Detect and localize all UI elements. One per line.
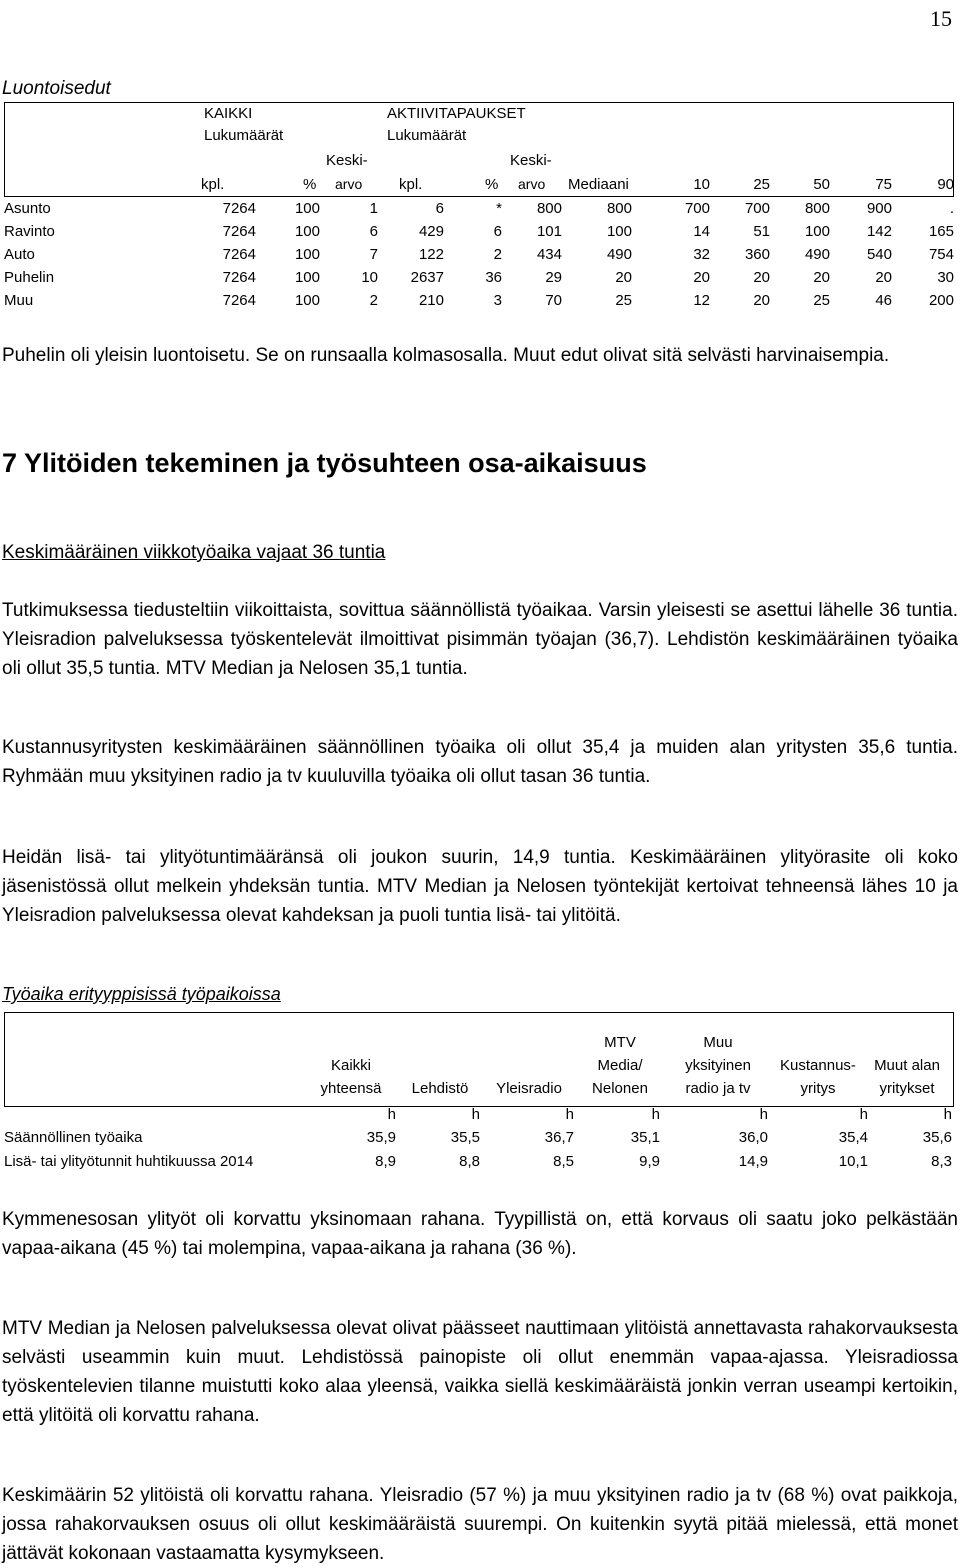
t1-cell: 20 <box>753 292 770 309</box>
t1-cell: 700 <box>744 200 770 217</box>
t1-cell: 2 <box>493 246 502 263</box>
t2-cell: 36,0 <box>738 1129 768 1146</box>
t1-cell: 434 <box>536 246 562 263</box>
t1-cell: 7264 <box>222 223 256 240</box>
t1-cell: 1 <box>369 200 378 217</box>
t1-col-p50: 50 <box>813 176 830 193</box>
paragraph-3: Heidän lisä- tai ylityötuntimääränsä oli joukon suurin, 14,9 tuntia. Keskimääräinen ylityörasite oli koko jäsenistössä ollut melkein yhdeksän tuntia. MTV Median ja Nelosen työntekijät kertoivat tehneensä lähes 10 ja Yleisradion palveluksessa olevat kahdeksan ja puoli tuntia lisä- tai ylitöitä. <box>2 847 958 926</box>
t1-cell: 7264 <box>222 200 256 217</box>
t2-cell: 8,8 <box>459 1153 480 1170</box>
table2-title: Työaika erityyppisissä työpaikoissa <box>2 984 281 1004</box>
t2-row-label: Lisä- tai ylityötunnit huhtikuussa 2014 <box>4 1153 254 1170</box>
t1-row-label: Asunto <box>4 200 51 217</box>
t2-header: Muut alan <box>874 1057 940 1074</box>
t2-cell: 35,5 <box>450 1129 480 1146</box>
t2-cell: 10,1 <box>838 1153 868 1170</box>
t1-col-pct1: % <box>303 176 317 193</box>
t2-header: MTV <box>604 1034 636 1051</box>
t2-cell: 8,3 <box>931 1153 952 1170</box>
t2-cell: 35,9 <box>366 1129 396 1146</box>
t1-cell: 100 <box>294 292 320 309</box>
t1-cell: 100 <box>804 223 830 240</box>
t1-cell: 10 <box>361 269 378 286</box>
t1-row-label: Puhelin <box>4 269 55 286</box>
t1-col-median: Mediaani <box>568 176 629 193</box>
t2-cell: 14,9 <box>738 1153 768 1170</box>
t1-col-p90: 90 <box>937 176 954 193</box>
t1-cell: 20 <box>693 269 710 286</box>
t1-cell: 20 <box>615 269 632 286</box>
t2-unit: h <box>943 1106 952 1123</box>
t1-col-pct2: % <box>485 176 499 193</box>
t2-unit: h <box>565 1106 574 1123</box>
t1-cell: 429 <box>418 223 444 240</box>
t1-cell: 490 <box>804 246 830 263</box>
t1-cell: 800 <box>804 200 830 217</box>
t2-cell: 35,1 <box>630 1129 660 1146</box>
t1-cell: 7264 <box>222 292 256 309</box>
t2-header: Nelonen <box>592 1080 648 1097</box>
t1-cell: 20 <box>813 269 830 286</box>
page-number: 15 <box>930 6 952 31</box>
t1-cell: 36 <box>485 269 502 286</box>
t2-header: Muu <box>703 1034 733 1051</box>
t2-header: Kustannus- <box>780 1057 856 1074</box>
t1-cell: 30 <box>937 269 954 286</box>
t1-cell: 70 <box>545 292 562 309</box>
t1-group-aktiivit-2: Lukumäärät <box>387 127 467 144</box>
t1-cell: 6 <box>369 223 378 240</box>
t2-header: yhteensä <box>320 1080 382 1097</box>
t1-cell: 100 <box>294 200 320 217</box>
t1-cell: 6 <box>493 223 502 240</box>
t1-cell: 100 <box>606 223 632 240</box>
t2-unit: h <box>651 1106 660 1123</box>
t1-col-keski1-b: arvo <box>335 176 363 192</box>
t1-cell: 754 <box>928 246 954 263</box>
t1-cell: . <box>949 200 954 217</box>
t2-unit: h <box>859 1106 868 1123</box>
t2-unit: h <box>759 1106 768 1123</box>
t1-cell: 700 <box>684 200 710 217</box>
chapter-heading: 7 Ylitöiden tekeminen ja työsuhteen osa-aikaisuus <box>2 448 647 478</box>
paragraph-6: Keskimäärin 52 ylitöistä oli korvattu rahana. Yleisradio (57 %) ja muu yksityinen radio ja tv (68 %) ovat paikkoja, jossa rahakorvauksen osuus oli ollut keskimääräistä suurempi. On kuitenkin syytä pitää mielessä, että monet jättävät kokonaan vastaamatta kysymykseen. <box>2 1485 958 1564</box>
t2-cell: 35,4 <box>838 1129 868 1146</box>
t1-cell: 2637 <box>410 269 444 286</box>
t2-header: yritys <box>800 1080 836 1097</box>
t1-cell: 51 <box>753 223 770 240</box>
paragraph-luontoisedut: Puhelin oli yleisin luontoisetu. Se on runsaalla kolmasosalla. Muut edut olivat sitä selvästi harvinaisempia. <box>2 345 890 366</box>
t1-col-p10: 10 <box>693 176 710 193</box>
t1-cell: 210 <box>418 292 444 309</box>
t1-cell: 101 <box>536 223 562 240</box>
t1-col-kpl2: kpl. <box>399 176 423 193</box>
t1-cell: 25 <box>813 292 830 309</box>
t1-cell: 7 <box>369 246 378 263</box>
t1-group-kaikki-1: KAIKKI <box>204 105 253 122</box>
t1-row-label: Muu <box>4 292 34 309</box>
paragraph-1: Tutkimuksessa tiedusteltiin viikoittaista, sovittua säännöllistä työaikaa. Varsin yleisesti se asettui lähelle 36 tuntia. Yleisradion palveluksessa työskentelevät ilmoittivat pisimmän työajan (36,7). Lehdistön keskimääräinen työaika oli ollut 35,5 tuntia. MTV Median ja Nelosen 35,1 tuntia. <box>2 600 958 679</box>
t1-cell: 100 <box>294 246 320 263</box>
paragraph-2: Kustannusyritysten keskimääräinen säännöllinen työaika oli ollut 35,4 ja muiden alan yritysten 35,6 tuntia. Ryhmään muu yksityinen radio ja tv kuuluvilla työaika oli ollut tasan 36 tuntia. <box>2 737 958 787</box>
section-title: Luontoisedut <box>2 78 111 99</box>
t1-col-p25: 25 <box>753 176 770 193</box>
t1-row-label: Ravinto <box>4 223 55 240</box>
t1-cell: 165 <box>928 223 954 240</box>
t1-cell: 3 <box>493 292 502 309</box>
t2-row-label: Säännöllinen työaika <box>4 1129 143 1146</box>
t2-cell: 8,5 <box>553 1153 574 1170</box>
t1-cell: 540 <box>866 246 892 263</box>
t1-cell: 29 <box>545 269 562 286</box>
t2-header: Lehdistö <box>411 1080 469 1097</box>
t1-col-kpl1: kpl. <box>201 176 225 193</box>
t2-header: radio ja tv <box>685 1080 751 1097</box>
t1-cell: 360 <box>744 246 770 263</box>
t2-header: yritykset <box>879 1080 935 1097</box>
t1-cell: 14 <box>693 223 710 240</box>
t2-header: Media/ <box>597 1057 643 1074</box>
t1-col-keski2-a: Keski- <box>510 152 552 169</box>
t1-cell: 20 <box>875 269 892 286</box>
t1-cell: 800 <box>606 200 632 217</box>
paragraph-4: Kymmenesosan ylityöt oli korvattu yksinomaan rahana. Tyypillistä on, että korvaus oli saatu joko pelkästään vapaa-aikana (45 %) tai molempina, vapaa-aikana ja rahana (36 %). <box>2 1209 958 1259</box>
t2-unit: h <box>471 1106 480 1123</box>
t1-cell: 46 <box>875 292 892 309</box>
t2-header: Kaikki <box>330 1057 371 1074</box>
t1-group-kaikki-2: Lukumäärät <box>204 127 284 144</box>
t1-cell: 100 <box>294 269 320 286</box>
t1-row-label: Auto <box>4 246 35 263</box>
t1-cell: 200 <box>928 292 954 309</box>
t1-cell: 800 <box>536 200 562 217</box>
t2-unit: h <box>387 1106 396 1123</box>
t2-cell: 36,7 <box>544 1129 574 1146</box>
subheading: Keskimääräinen viikkotyöaika vajaat 36 tuntia <box>2 542 386 563</box>
t1-col-keski1-a: Keski- <box>326 152 368 169</box>
t1-cell: 32 <box>693 246 710 263</box>
t1-cell: 122 <box>418 246 444 263</box>
t1-col-p75: 75 <box>875 176 892 193</box>
t1-cell: 20 <box>753 269 770 286</box>
t1-cell: 100 <box>294 223 320 240</box>
t1-cell: 2 <box>369 292 378 309</box>
t1-cell: 490 <box>606 246 632 263</box>
paragraph-5: MTV Median ja Nelosen palveluksessa olevat olivat päässeet nauttimaan ylitöistä annettavasta rahakorvauksesta selvästi useammin kuin muut. Lehdistössä painopiste oli ollut enemmän vapaa-ajassa. Yleisradiossa työskentelevien tilanne muistutti koko alaa yleensä, vaikka siellä keskimääräistä jonkin verran useampi kertoikin, että ylitöitä oli korvattu rahana. <box>2 1318 958 1426</box>
t1-col-keski2-b: arvo <box>518 176 546 192</box>
t1-cell: 25 <box>615 292 632 309</box>
t1-cell: 900 <box>866 200 892 217</box>
t1-cell: 142 <box>866 223 892 240</box>
t2-header: yksityinen <box>685 1057 751 1074</box>
t1-group-aktiivit-1: AKTIIVITAPAUKSET <box>387 105 526 122</box>
t1-cell: 7264 <box>222 269 256 286</box>
t2-cell: 9,9 <box>639 1153 660 1170</box>
t1-cell: 6 <box>435 200 444 217</box>
t1-cell: 12 <box>693 292 710 309</box>
t2-header: Yleisradio <box>496 1080 562 1097</box>
t1-cell: 7264 <box>222 246 256 263</box>
t2-cell: 8,9 <box>375 1153 396 1170</box>
t1-cell: * <box>496 200 502 217</box>
t2-cell: 35,6 <box>922 1129 952 1146</box>
